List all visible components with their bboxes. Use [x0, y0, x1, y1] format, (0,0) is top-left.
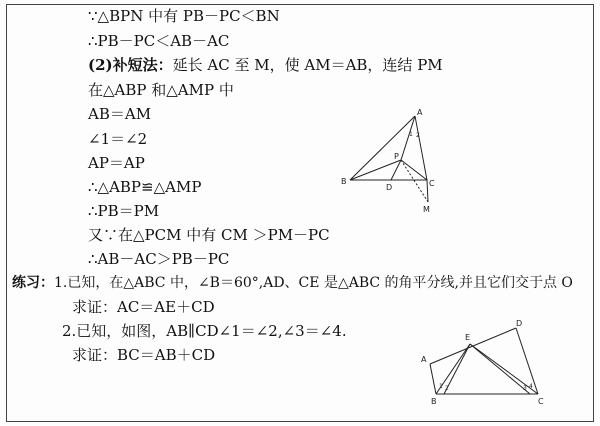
- proof-line-5: AB＝AM: [88, 105, 152, 123]
- proof-line-4: 在△ABP 和△AMP 中: [88, 81, 234, 99]
- fig1-label-p: P: [394, 152, 399, 161]
- exercise-2-text: 2.已知，如图，AB∥CD∠1＝∠2,∠3＝∠4.: [62, 322, 347, 340]
- fig2-label-e: E: [465, 333, 471, 342]
- exercise-1-text: 1.已知，在△ABC 中，∠B＝60°,AD、CE 是△ABC 的角平分线,并且它们交于点 O: [54, 275, 573, 291]
- proof-line-1: ∵△BPN 中有 PB－PC＜BN: [88, 7, 280, 25]
- fig2-angle-3: 3: [523, 385, 527, 392]
- seg-ab: [430, 364, 436, 394]
- seg-e-bc-right: [470, 344, 530, 394]
- method-text: 延长 AC 至 M，使 AM＝AB，连结 PM: [172, 56, 443, 74]
- proof-line-9: ∴PB＝PM: [88, 202, 160, 220]
- fig1-label-b: B: [341, 177, 347, 186]
- exercise-2-proof: 求证：BC＝AB＋CD: [72, 346, 216, 364]
- fig1-angle-2: 2: [416, 132, 420, 139]
- fig1-label-a: A: [417, 108, 423, 117]
- method-label: (2)补短法：: [88, 56, 173, 74]
- fig2-label-d: D: [516, 319, 523, 328]
- fig2-label-a: A: [421, 355, 427, 364]
- seg-ec: [470, 344, 538, 394]
- exercise-1-proof: 求证：AC＝AE＋CD: [72, 298, 215, 316]
- seg-dc: [516, 328, 538, 394]
- fig2-angle-4: 4: [529, 383, 533, 390]
- seg-cm: [427, 180, 428, 202]
- figure-triangle-apm: [340, 110, 450, 220]
- proof-line-8: ∴△ABP≌△AMP: [88, 178, 202, 196]
- fig2-angle-1: 1: [439, 383, 443, 390]
- proof-line-6: ∠1＝∠2: [88, 130, 148, 148]
- figure-quadrilateral-abcd: [420, 318, 560, 410]
- fig2-angle-2: 2: [445, 385, 449, 392]
- seg-bp: [350, 160, 401, 180]
- proof-line-11: ∴AB－AC＞PB－PC: [88, 250, 230, 268]
- exercise-1-line: [12, 273, 573, 293]
- fig1-angle-1: 1: [409, 131, 413, 138]
- seg-ac: [415, 116, 427, 180]
- seg-pc: [401, 160, 427, 180]
- proof-line-10: 又∵在△PCM 中有 CM ＞PM－PC: [88, 226, 330, 244]
- fig2-label-b: B: [431, 397, 437, 406]
- method-line: [88, 55, 443, 75]
- exercise-label: 练习：: [12, 275, 54, 291]
- fig1-label-m: M: [423, 205, 430, 214]
- fig1-label-c: C: [429, 179, 435, 188]
- proof-line-7: AP＝AP: [88, 154, 145, 172]
- proof-line-2: ∴PB－PC＜AB－AC: [88, 32, 230, 50]
- fig1-label-d: D: [386, 183, 393, 192]
- fig2-label-c: C: [538, 397, 544, 406]
